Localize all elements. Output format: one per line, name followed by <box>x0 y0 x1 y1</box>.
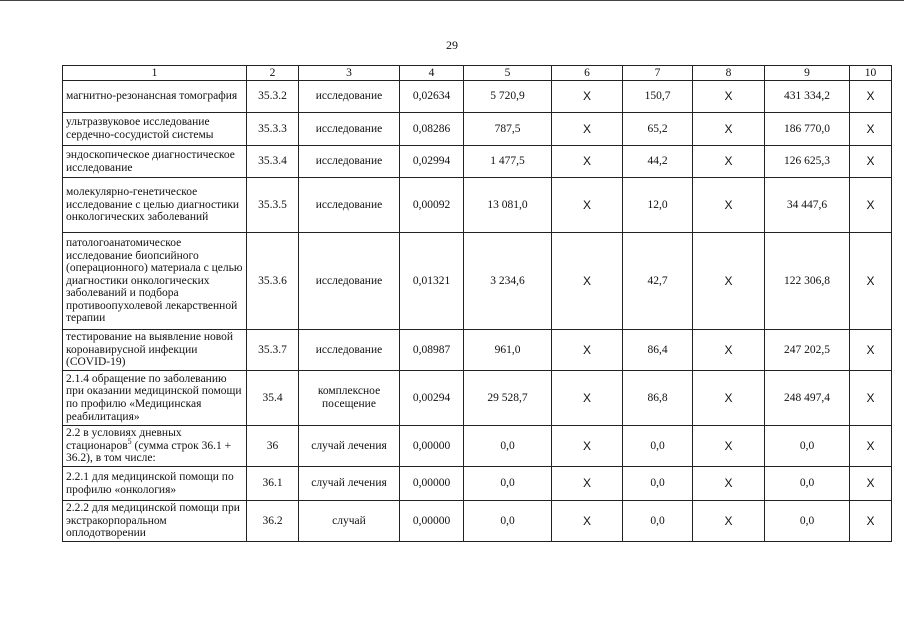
header-cell-10: 10 <box>850 66 892 81</box>
row-col9-cell: 431 334,2 <box>765 81 850 113</box>
row-col5-cell: 3 234,6 <box>464 233 552 330</box>
row-unit-cell: исследование <box>299 146 400 178</box>
row-unit-cell: комплексное посещение <box>299 371 400 426</box>
row-col5-cell: 0,0 <box>464 501 552 542</box>
row-col5-cell: 29 528,7 <box>464 371 552 426</box>
header-cell-4: 4 <box>400 66 464 81</box>
row-col10-cell: X <box>850 113 892 146</box>
row-name-tail: (сумма строк 36.1 + 36.2), в том числе: <box>66 439 232 465</box>
row-unit-cell: исследование <box>299 113 400 146</box>
row-col10-cell: X <box>850 81 892 113</box>
row-name-cell: молекулярно-генетическое исследование с целью диагностики онкологических заболеваний <box>63 178 247 233</box>
tariff-table <box>62 65 892 542</box>
footnote-marker: 5 <box>127 436 132 446</box>
row-col9-cell: 0,0 <box>765 426 850 467</box>
table-row <box>63 146 892 178</box>
row-code-cell: 35.4 <box>247 371 299 426</box>
row-col7-cell: 150,7 <box>623 81 693 113</box>
row-col9-cell: 0,0 <box>765 467 850 501</box>
row-name-cell: патологоанатомическое исследование биопсийного (операционного) материала с целью диагностики онкологических заболеваний и подбора противоопухолевой лекарственной терапии <box>63 233 247 330</box>
row-col10-cell: X <box>850 178 892 233</box>
row-col8-cell: X <box>693 81 765 113</box>
page-number: 29 <box>446 38 458 52</box>
table-row <box>63 178 892 233</box>
header-cell-8: 8 <box>693 66 765 81</box>
row-col6-cell: X <box>552 113 623 146</box>
row-col10-cell: X <box>850 501 892 542</box>
row-col10-cell: X <box>850 233 892 330</box>
row-col7-cell: 86,8 <box>623 371 693 426</box>
table-row <box>63 501 892 542</box>
row-col9-cell: 248 497,4 <box>765 371 850 426</box>
row-col4-cell: 0,00294 <box>400 371 464 426</box>
row-col4-cell: 0,00000 <box>400 501 464 542</box>
row-unit-cell: случай лечения <box>299 467 400 501</box>
row-col5-cell: 1 477,5 <box>464 146 552 178</box>
header-cell-6: 6 <box>552 66 623 81</box>
header-cell-5: 5 <box>464 66 552 81</box>
header-cell-3: 3 <box>299 66 400 81</box>
row-code-cell: 36.1 <box>247 467 299 501</box>
row-col4-cell: 0,02634 <box>400 81 464 113</box>
row-col5-cell: 0,0 <box>464 467 552 501</box>
table-row <box>63 233 892 330</box>
table-row <box>63 426 892 467</box>
row-col7-cell: 44,2 <box>623 146 693 178</box>
table-row <box>63 371 892 426</box>
row-col6-cell: X <box>552 233 623 330</box>
row-code-cell: 35.3.4 <box>247 146 299 178</box>
row-col5-cell: 13 081,0 <box>464 178 552 233</box>
row-name-cell: ультразвуковое исследование сердечно-сосудистой системы <box>63 113 247 146</box>
row-name-text: 2.2 в условиях дневных стационаров <box>66 427 182 452</box>
row-code-cell: 35.3.6 <box>247 233 299 330</box>
header-cell-1: 1 <box>63 66 247 81</box>
row-col8-cell: X <box>693 467 765 501</box>
row-col7-cell: 0,0 <box>623 501 693 542</box>
row-col6-cell: X <box>552 146 623 178</box>
row-col8-cell: X <box>693 501 765 542</box>
row-col6-cell: X <box>552 501 623 542</box>
row-code-cell: 35.3.2 <box>247 81 299 113</box>
row-col7-cell: 86,4 <box>623 330 693 371</box>
row-col8-cell: X <box>693 178 765 233</box>
row-name-cell: 2.2.2 для медицинской помощи при экстракорпоральном оплодотворении <box>63 501 247 542</box>
page-top-border <box>0 0 904 1</box>
row-col4-cell: 0,00092 <box>400 178 464 233</box>
row-col6-cell: X <box>552 467 623 501</box>
row-col4-cell: 0,00000 <box>400 467 464 501</box>
row-col8-cell: X <box>693 371 765 426</box>
row-name-cell <box>63 426 247 467</box>
row-unit-cell: исследование <box>299 330 400 371</box>
row-col10-cell: X <box>850 330 892 371</box>
row-unit-cell: случай <box>299 501 400 542</box>
row-col6-cell: X <box>552 426 623 467</box>
row-col5-cell: 5 720,9 <box>464 81 552 113</box>
row-name-cell: тестирование на выявление новой коронавирусной инфекции (COVID-19) <box>63 330 247 371</box>
row-col4-cell: 0,08286 <box>400 113 464 146</box>
row-col7-cell: 65,2 <box>623 113 693 146</box>
table-row <box>63 113 892 146</box>
row-col7-cell: 0,0 <box>623 426 693 467</box>
row-code-cell: 35.3.5 <box>247 178 299 233</box>
row-unit-cell: исследование <box>299 178 400 233</box>
row-name-cell: эндоскопическое диагностическое исследование <box>63 146 247 178</box>
row-col5-cell: 787,5 <box>464 113 552 146</box>
row-col9-cell: 126 625,3 <box>765 146 850 178</box>
row-col6-cell: X <box>552 371 623 426</box>
row-code-cell: 35.3.7 <box>247 330 299 371</box>
row-col6-cell: X <box>552 178 623 233</box>
row-col6-cell: X <box>552 330 623 371</box>
row-code-cell: 36 <box>247 426 299 467</box>
row-col5-cell: 961,0 <box>464 330 552 371</box>
row-col10-cell: X <box>850 426 892 467</box>
row-unit-cell: исследование <box>299 233 400 330</box>
row-col5-cell: 0,0 <box>464 426 552 467</box>
row-col10-cell: X <box>850 146 892 178</box>
header-cell-2: 2 <box>247 66 299 81</box>
row-name-cell: магнитно-резонансная томография <box>63 81 247 113</box>
row-name-cell: 2.1.4 обращение по заболеванию при оказании медицинской помощи по профилю «Медицинская реабилитация» <box>63 371 247 426</box>
row-col4-cell: 0,00000 <box>400 426 464 467</box>
row-code-cell: 35.3.3 <box>247 113 299 146</box>
header-row <box>63 66 892 81</box>
row-col9-cell: 247 202,5 <box>765 330 850 371</box>
row-unit-cell: исследование <box>299 81 400 113</box>
row-col9-cell: 0,0 <box>765 501 850 542</box>
table-row <box>63 330 892 371</box>
row-col8-cell: X <box>693 233 765 330</box>
row-code-cell: 36.2 <box>247 501 299 542</box>
row-col8-cell: X <box>693 330 765 371</box>
row-col9-cell: 34 447,6 <box>765 178 850 233</box>
row-col8-cell: X <box>693 146 765 178</box>
row-col4-cell: 0,02994 <box>400 146 464 178</box>
table-row <box>63 467 892 501</box>
row-col7-cell: 42,7 <box>623 233 693 330</box>
row-col9-cell: 186 770,0 <box>765 113 850 146</box>
row-col7-cell: 12,0 <box>623 178 693 233</box>
row-col10-cell: X <box>850 371 892 426</box>
header-cell-9: 9 <box>765 66 850 81</box>
row-col8-cell: X <box>693 426 765 467</box>
row-col4-cell: 0,01321 <box>400 233 464 330</box>
row-col4-cell: 0,08987 <box>400 330 464 371</box>
table-row <box>63 81 892 113</box>
row-col7-cell: 0,0 <box>623 467 693 501</box>
row-col8-cell: X <box>693 113 765 146</box>
row-col9-cell: 122 306,8 <box>765 233 850 330</box>
header-cell-7: 7 <box>623 66 693 81</box>
row-unit-cell: случай лечения <box>299 426 400 467</box>
row-name-cell: 2.2.1 для медицинской помощи по профилю «онкология» <box>63 467 247 501</box>
row-col10-cell: X <box>850 467 892 501</box>
row-col6-cell: X <box>552 81 623 113</box>
